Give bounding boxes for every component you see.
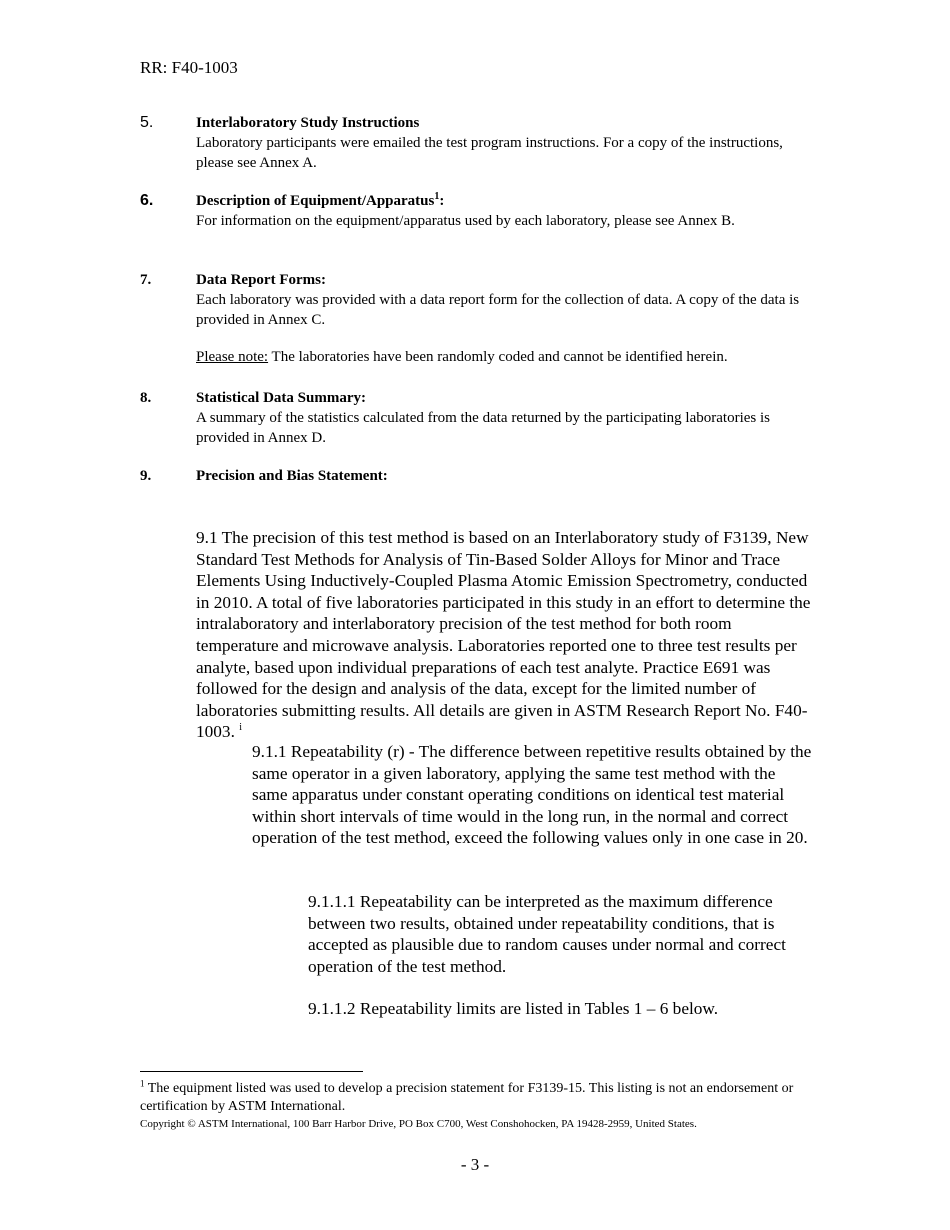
paragraph-9-1-1-2: 9.1.1.2 Repeatability limits are listed in Tables 1 – 6 below. [308,999,719,1018]
running-header: RR: F40-1003 [140,58,238,77]
section-number: 6. [140,192,154,209]
section-8 [140,388,810,448]
section-text: For information on the equipment/apparatus used by each laboratory, please see Annex B. [196,213,735,229]
please-note [196,347,836,367]
footnote-marker: 1 [140,1078,145,1089]
section-title-suffix: : [439,193,445,209]
paragraph-9-1 [196,527,814,743]
section-text: Laboratory participants were emailed the test program instructions. For a copy of the instructions, please see Annex A. [196,135,783,171]
section-number: 5. [140,114,154,131]
section-number: 9. [140,468,152,484]
section-title: Data Report Forms: [196,272,326,288]
copyright-line: Copyright © ASTM International, 100 Barr Harbor Drive, PO Box C700, West Conshohocken, PA 19428-2959, United States. [140,1118,697,1130]
footnote-text: The equipment listed was used to develop a precision statement for F3139-15. This listing is not an endorsement or certification by ASTM International. [140,1081,794,1114]
footnote-ref: 1 [434,191,440,202]
please-note-label: Please note: [196,349,269,365]
section-9 [140,466,810,486]
section-number: 8. [140,390,152,406]
section-title: Interlaboratory Study Instructions [196,115,420,131]
section-number: 7. [140,272,152,288]
footnote-separator [140,1071,363,1072]
section-text: A summary of the statistics calculated from the data returned by the participating laboratories is provided in Annex D. [196,410,770,446]
section-5 [140,113,810,173]
paragraph-9-1-1: 9.1.1 Repeatability (r) - The difference between repetitive results obtained by the same operator in a given laboratory, applying the same test method with the same apparatus under constant operating conditions on identical test material within short intervals of time would in the long run, in the normal and correct operation of the test method, exceed the following values only in one case in 20. [252,742,812,848]
page-number: - 3 - [460,1155,490,1174]
section-title: Statistical Data Summary: [196,390,366,406]
section-title: Precision and Bias Statement: [196,468,388,484]
section-6 [140,191,810,231]
please-note-text: The laboratories have been randomly coded and cannot be identified herein. [268,349,728,365]
footnote [140,1080,820,1116]
section-text: Each laboratory was provided with a data report form for the collection of data. A copy of the data is provided in Annex C. [196,292,800,328]
section-title-text: Description of Equipment/Apparatus [196,193,435,209]
section-7 [140,270,810,330]
paragraph-9-1-1-1: 9.1.1.1 Repeatability can be interpreted as the maximum difference between two results, obtained under repeatability conditions, that is accepted as plausible due to random causes under normal and correct operation of the test method. [308,892,786,976]
section-title [196,191,810,211]
endnote-ref: i [239,722,242,734]
paragraph-9-1-text: 9.1 The precision of this test method is based on an Interlaboratory study of F3139, New Standard Test Methods for Analysis of Tin-Based Solder Alloys for Minor and Trace Elements Using Inductively-Coupled Plasma Atomic Emission Spectrometry, conducted in 2010. A total of five laboratories participated in this study in an effort to determine the intralaboratory and interlaboratory precision of the test method for both room temperature and microwave analysis. Laboratories reported one to three test results per analyte, based upon individual preparations of each test analyte. Practice E691 was followed for the design and analysis of the data, except for the limited number of laboratories submitting results. All details are given in ASTM Research Report No. F40-1003. [196,528,811,742]
